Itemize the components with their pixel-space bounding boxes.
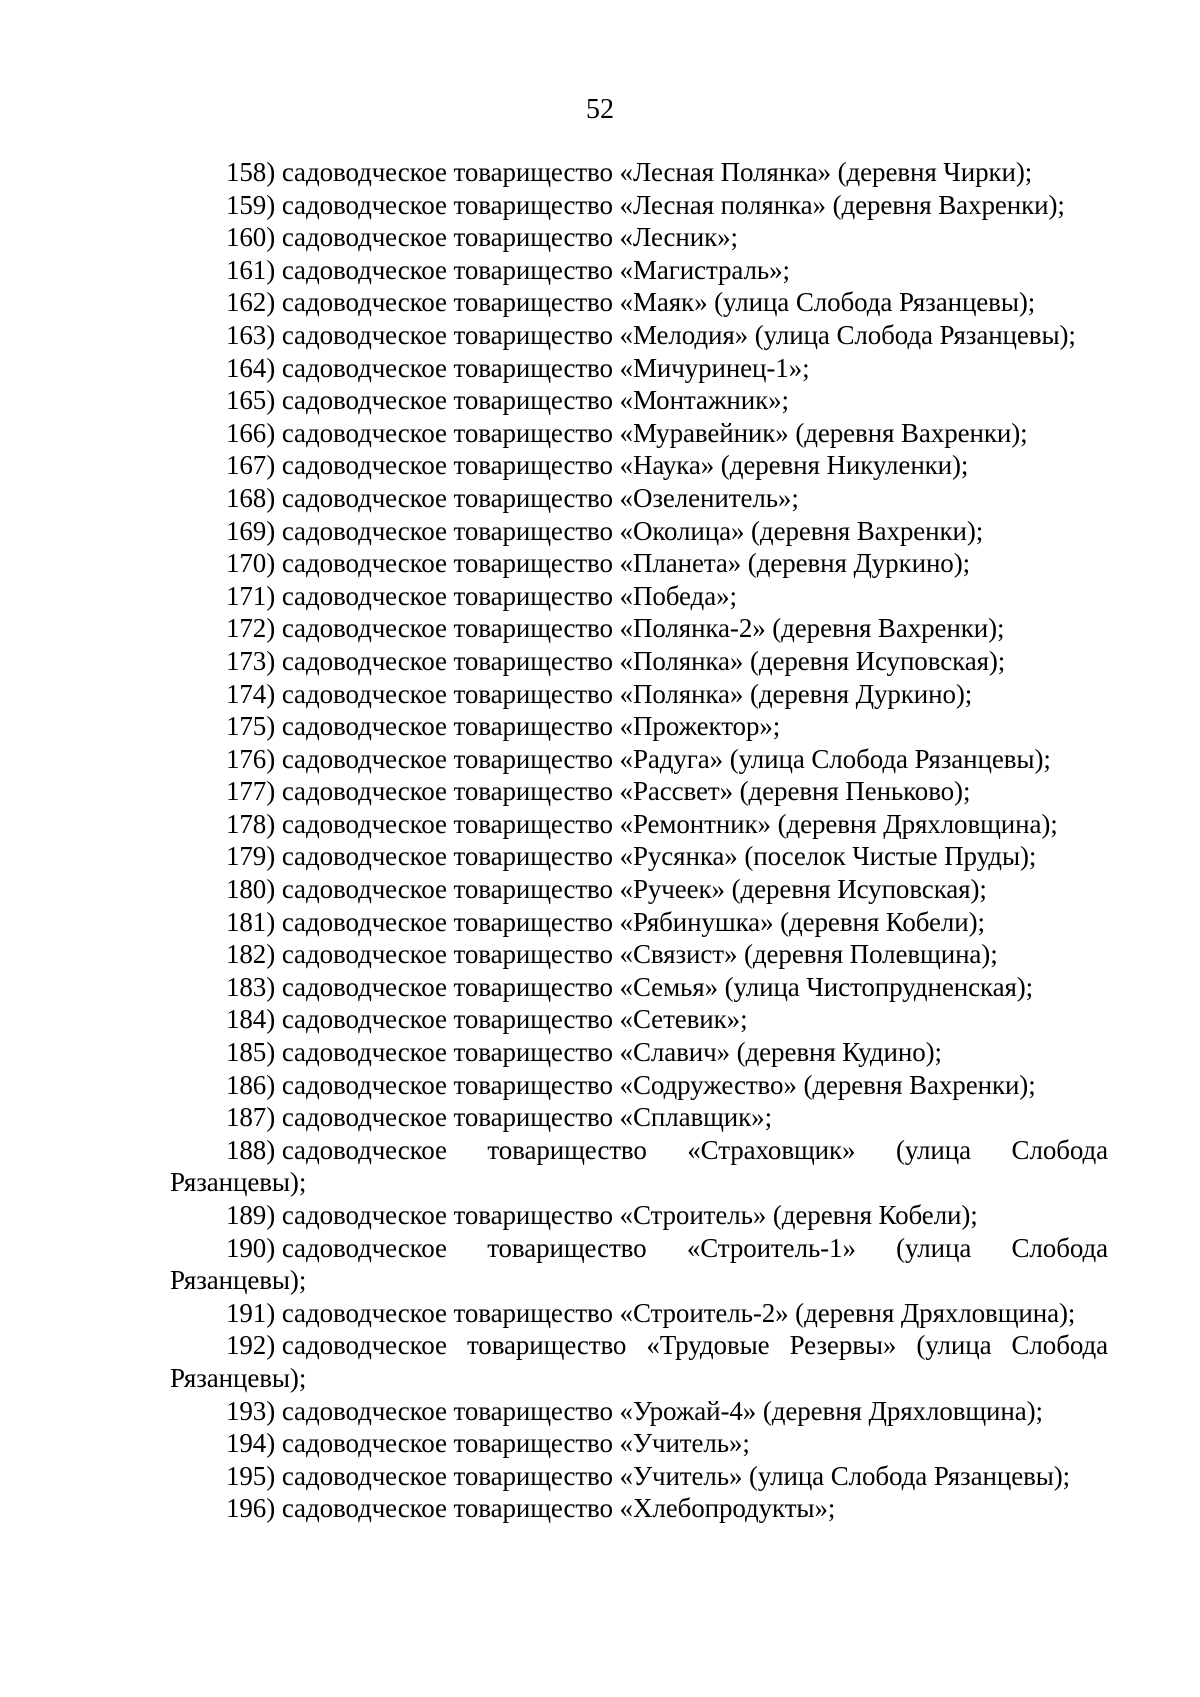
- list-item-text: садоводческое товарищество «Победа»;: [281, 580, 737, 611]
- list-item-text: садоводческое товарищество «Строитель-2» (деревня Дряхловщина);: [281, 1297, 1076, 1328]
- list-item: [170, 384, 1108, 417]
- list-item-text: садоводческое товарищество «Полянка-2» (деревня Вахренки);: [281, 613, 1005, 644]
- list-item-number: 189): [226, 1200, 276, 1230]
- list-item: [170, 1101, 1108, 1134]
- list-item-number: 170): [226, 548, 276, 579]
- list-item-number: 182): [226, 939, 276, 970]
- list-item-text: садоводческое товарищество «Монтажник»;: [281, 385, 789, 416]
- list-item-number: 185): [226, 1037, 276, 1068]
- list-item-number: 191): [226, 1297, 276, 1328]
- list-item-number: 195): [226, 1460, 276, 1491]
- list-item-number: 181): [226, 906, 276, 937]
- list-item: [170, 547, 1108, 580]
- list-item: [170, 352, 1108, 385]
- list-item-text: садоводческое товарищество «Лесная полянка» (деревня Вахренки);: [281, 189, 1065, 220]
- list-item-text: садоводческое товарищество «Полянка» (деревня Исуповская);: [281, 645, 1006, 676]
- list-item-text: садоводческое товарищество «Радуга» (улица Слобода Рязанцевы);: [281, 743, 1051, 774]
- list-item-number: 160): [226, 222, 276, 253]
- list-item-number: 178): [226, 808, 276, 839]
- list-item: [170, 971, 1108, 1004]
- list-item: [170, 938, 1108, 971]
- list-item-number: 169): [226, 515, 276, 546]
- list-item: [170, 254, 1108, 287]
- list-item-text: садоводческое товарищество «Семья» (улица Чистопрудненская);: [281, 971, 1034, 1002]
- list-item-text: садоводческое товарищество «Планета» (деревня Дуркино);: [281, 548, 970, 579]
- list-item: [170, 678, 1108, 711]
- list-item: [170, 1232, 1108, 1297]
- list-item-number: 174): [226, 678, 276, 709]
- list-item-text: садоводческое товарищество «Наука» (деревня Никуленки);: [281, 450, 969, 481]
- list-item-number: 171): [226, 580, 276, 611]
- list-item: [170, 710, 1108, 743]
- list-item-number: 188): [226, 1134, 276, 1165]
- list-item: [170, 189, 1108, 222]
- list-item-number: 177): [226, 776, 276, 807]
- list-item-number: 172): [226, 613, 276, 644]
- list-item-number: 190): [226, 1232, 276, 1263]
- list-item: [170, 1427, 1108, 1460]
- list-item-number: 196): [226, 1493, 276, 1524]
- list-item: [170, 515, 1108, 548]
- list-item-text: садоводческое товарищество «Околица» (деревня Вахренки);: [281, 515, 984, 546]
- list-item: [170, 1460, 1108, 1493]
- list-item: [170, 1134, 1108, 1199]
- list-item: [170, 319, 1108, 352]
- list-item-text: садоводческое товарищество «Славич» (деревня Кудино);: [281, 1037, 942, 1068]
- list-item-text: садоводческое товарищество «Лесник»;: [281, 222, 738, 253]
- list-item-number: 161): [226, 254, 276, 285]
- list-item-number: 166): [226, 417, 276, 448]
- list-item-number: 193): [226, 1395, 276, 1426]
- list-item-number: 158): [226, 157, 276, 187]
- list-item-text: садоводческое товарищество «Полянка» (деревня Дуркино);: [281, 678, 973, 709]
- list-item-text: садоводческое товарищество «Учитель» (улица Слобода Рязанцевы);: [281, 1460, 1071, 1491]
- list-item-text: садоводческое товарищество «Трудовые Резервы» (улица Слобода Рязанцевы);: [170, 1330, 1108, 1393]
- list-item-number: 184): [226, 1004, 276, 1035]
- list-item-number: 162): [226, 287, 276, 318]
- numbered-list: [170, 156, 1108, 1525]
- list-item: [170, 1329, 1108, 1394]
- list-item: [170, 612, 1108, 645]
- list-item-text: садоводческое товарищество «Строитель-1» (улица Слобода Рязанцевы);: [170, 1232, 1108, 1296]
- list-item-number: 163): [226, 319, 276, 350]
- list-item: [170, 449, 1108, 482]
- list-item: [170, 1036, 1108, 1069]
- list-item: [170, 645, 1108, 678]
- list-item: [170, 1395, 1108, 1428]
- list-item-text: садоводческое товарищество «Мичуринец-1»;: [281, 352, 810, 383]
- list-item-text: садоводческое товарищество «Страховщик» (улица Слобода Рязанцевы);: [170, 1134, 1108, 1198]
- list-item: [170, 840, 1108, 873]
- list-item-text: садоводческое товарищество «Рассвет» (деревня Пеньково);: [281, 776, 971, 807]
- list-item-text: садоводческое товарищество «Связист» (деревня Полевщина);: [281, 939, 998, 970]
- list-item-number: 192): [226, 1330, 276, 1361]
- list-item-number: 180): [226, 874, 276, 905]
- list-item-number: 194): [226, 1428, 276, 1459]
- list-item: [170, 1003, 1108, 1036]
- list-item: [170, 482, 1108, 515]
- list-item: [170, 286, 1108, 319]
- list-item-text: садоводческое товарищество «Сетевик»;: [281, 1004, 748, 1035]
- list-item: [170, 221, 1108, 254]
- list-item-text: садоводческое товарищество «Магистраль»;: [281, 254, 790, 285]
- list-item-text: садоводческое товарищество «Ручеек» (деревня Исуповская);: [281, 874, 987, 905]
- list-item-text: садоводческое товарищество «Мелодия» (улица Слобода Рязанцевы);: [281, 319, 1076, 350]
- list-item-text: садоводческое товарищество «Содружество» (деревня Вахренки);: [281, 1069, 1036, 1100]
- list-item: [170, 580, 1108, 613]
- list-item: [170, 775, 1108, 808]
- list-item: [170, 1297, 1108, 1330]
- list-item-text: садоводческое товарищество «Учитель»;: [281, 1428, 750, 1459]
- list-item-number: 187): [226, 1102, 276, 1133]
- list-item-text: садоводческое товарищество «Муравейник» (деревня Вахренки);: [281, 417, 1028, 448]
- list-item-text: садоводческое товарищество «Строитель» (деревня Кобели);: [281, 1200, 978, 1230]
- list-item: [170, 743, 1108, 776]
- list-item-number: 176): [226, 743, 276, 774]
- list-item-text: садоводческое товарищество «Маяк» (улица Слобода Рязанцевы);: [281, 287, 1036, 318]
- list-item-text: садоводческое товарищество «Прожектор»;: [281, 711, 781, 742]
- list-item-text: садоводческое товарищество «Урожай-4» (деревня Дряхловщина);: [281, 1395, 1043, 1426]
- list-item-number: 186): [226, 1069, 276, 1100]
- list-item-number: 175): [226, 711, 276, 742]
- list-item: [170, 1492, 1108, 1525]
- list-item-text: садоводческое товарищество «Сплавщик»;: [281, 1102, 772, 1133]
- list-item-number: 159): [226, 189, 276, 220]
- list-item-number: 183): [226, 971, 276, 1002]
- list-item-text: садоводческое товарищество «Лесная Полянка» (деревня Чирки);: [281, 157, 1033, 187]
- list-item-number: 173): [226, 645, 276, 676]
- list-item: [170, 1199, 1108, 1232]
- list-item: [170, 808, 1108, 841]
- list-item: [170, 156, 1108, 189]
- list-item: [170, 417, 1108, 450]
- list-item: [170, 1069, 1108, 1102]
- list-item-text: садоводческое товарищество «Озеленитель»;: [281, 482, 799, 513]
- list-item-number: 179): [226, 841, 276, 872]
- list-item-text: садоводческое товарищество «Хлебопродукты»;: [281, 1493, 836, 1524]
- list-item-number: 167): [226, 450, 276, 481]
- list-item-number: 165): [226, 385, 276, 416]
- list-item-text: садоводческое товарищество «Русянка» (поселок Чистые Пруды);: [281, 841, 1037, 872]
- list-item: [170, 873, 1108, 906]
- list-item-text: садоводческое товарищество «Ремонтник» (деревня Дряхловщина);: [281, 808, 1058, 839]
- page-number: 52: [586, 94, 614, 125]
- list-item-number: 164): [226, 352, 276, 383]
- list-item-text: садоводческое товарищество «Рябинушка» (деревня Кобели);: [281, 906, 985, 937]
- list-item: [170, 906, 1108, 939]
- list-item-number: 168): [226, 482, 276, 513]
